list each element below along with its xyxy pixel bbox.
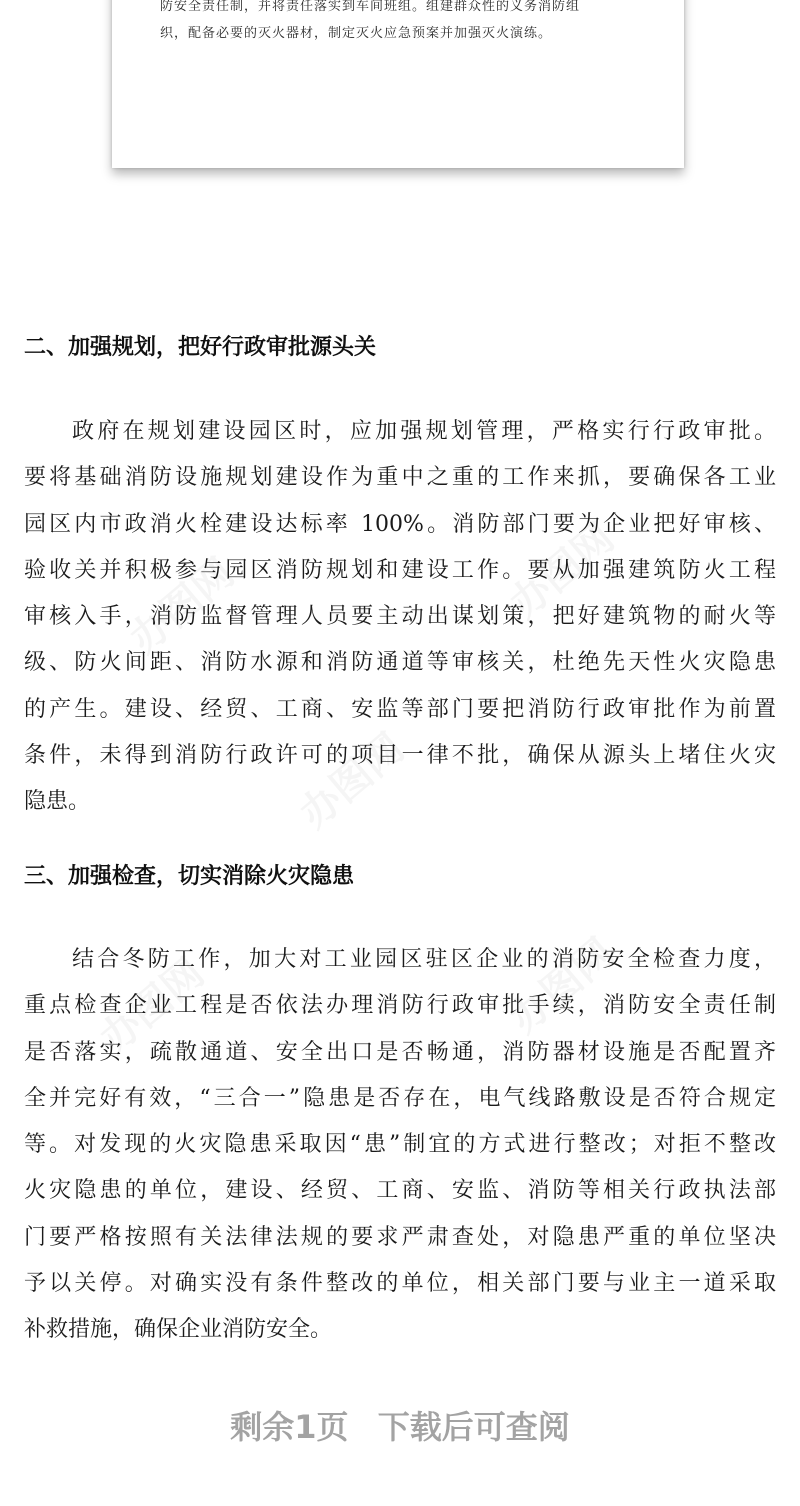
- paragraph-line: 级、防火间距、消防水源和消防通道等审核关，杜绝先天性火灾隐患: [24, 650, 776, 676]
- paragraph-line: 隐患。: [24, 789, 91, 815]
- watermark-text: 办图网: [91, 949, 213, 1063]
- watermark-text: 办图网: [501, 929, 623, 1043]
- paragraph-line: 的产生。建设、经贸、工商、安监等部门要把消防行政审批作为前置: [24, 696, 776, 722]
- paragraph-line: 验收关并积极参与园区消防规划和建设工作。要从加强建筑防火工程: [24, 557, 776, 583]
- section-heading: 二、加强规划，把好行政审批源头关: [24, 335, 377, 360]
- section-paragraph: [24, 409, 776, 826]
- paragraph-line: 重点检查企业工程是否依法办理消防行政审批手续，消防安全责任制: [24, 993, 776, 1019]
- document-preview-card: [112, 0, 684, 168]
- paragraph-line: 全并完好有效，“三合一”隐患是否存在，电气线路敷设是否符合规定: [24, 1085, 776, 1111]
- paragraph-line: 要将基础消防设施规划建设作为重中之重的工作来抓，要确保各工业: [24, 465, 776, 491]
- paragraph-line: 是否落实，疏散通道、安全出口是否畅通，消防器材设施是否配置齐: [24, 1039, 776, 1065]
- section-heading: 三、加强检查，切实消除火灾隐患: [24, 864, 355, 889]
- preview-line: 防安全责任制，并将责任落实到车间班组。组建群众性的义务消防组: [160, 0, 581, 14]
- watermark-text: 办图网: [291, 724, 413, 838]
- paragraph-line: 予以关停。对确实没有条件整改的单位，相关部门要与业主一道采取: [24, 1271, 776, 1297]
- paragraph-line: 政府在规划建设园区时，应加强规划管理，严格实行行政审批。: [72, 419, 776, 444]
- paragraph-line: 审核入手，消防监督管理人员要主动出谋划策，把好建筑物的耐火等: [24, 604, 776, 630]
- preview-text: [160, 0, 648, 47]
- remaining-pages-notice[interactable]: 剩余1页 下载后可查阅: [230, 1408, 570, 1446]
- paragraph-line: 结合冬防工作，加大对工业园区驻区企业的消防安全检查力度，: [72, 947, 776, 972]
- paragraph-line: 等。对发现的火灾隐患采取因“患”制宜的方式进行整改；对拒不整改: [24, 1132, 776, 1158]
- paragraph-line: 条件，未得到消防行政许可的项目一律不批，确保从源头上堵住火灾: [24, 743, 776, 769]
- paragraph-line: 火灾隐患的单位，建设、经贸、工商、安监、消防等相关行政执法部: [24, 1178, 776, 1204]
- paragraph-line: 补救措施，确保企业消防安全。: [24, 1317, 333, 1343]
- watermark-text: 办图网: [501, 514, 623, 628]
- paragraph-line: 门要严格按照有关法律法规的要求严肃查处，对隐患严重的单位坚决: [24, 1224, 776, 1250]
- section-paragraph: [24, 937, 776, 1354]
- paragraph-line: 园区内市政消火栓建设达标率 100%。消防部门要为企业把好审核、: [24, 511, 776, 537]
- watermark-text: 办图网: [121, 549, 243, 663]
- preview-line: 织，配备必要的灭火器材，制定灭火应急预案并加强灭火演练。: [160, 26, 553, 41]
